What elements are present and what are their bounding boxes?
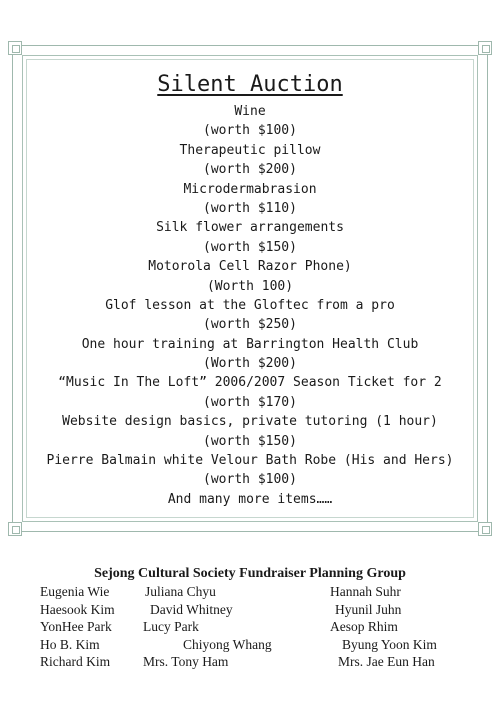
silent-auction-section [30, 70, 470, 509]
auction-line: Motorola Cell Razor Phone) [148, 259, 352, 275]
committee-member-name: Juliana Chyu [145, 584, 216, 599]
auction-line: (worth $250) [203, 317, 297, 333]
committee-member-name: Hannah Suhr [330, 584, 401, 599]
auction-line: Wine [234, 104, 266, 119]
committee-member-name: Chiyong Whang [183, 636, 272, 652]
corner-ornament-top-left [8, 41, 22, 55]
auction-line: (worth $170) [203, 394, 297, 410]
corner-ornament-top-right [478, 41, 492, 55]
auction-line: (worth $100) [203, 123, 297, 139]
auction-line: “Music In The Loft” 2006/2007 Season Ticket for 2 [58, 375, 442, 391]
auction-line: Silk flower arrangements [156, 220, 344, 236]
auction-title: Silent Auction [157, 72, 343, 97]
auction-line: One hour training at Barrington Health Club [81, 336, 419, 352]
committee-member-name: Ho B. Kim [40, 636, 100, 652]
auction-line: Pierre Balmain white Velour Bath Robe (His and Hers) [46, 453, 454, 469]
auction-line: And many more items…… [167, 491, 333, 507]
committee-member-name: YonHee Park [40, 619, 112, 634]
auction-line: (Worth 100) [206, 278, 294, 294]
auction-line: Therapeutic pillow [179, 142, 321, 158]
auction-line: (worth $100) [203, 472, 297, 488]
auction-line: (worth $200) [203, 162, 297, 178]
auction-line: (Worth $200) [203, 356, 297, 372]
committee-member-name: Eugenia Wie [40, 584, 110, 599]
committee-member-name: David Whitney [150, 601, 233, 617]
committee-member-name: Mrs. Jae Eun Han [338, 654, 435, 669]
committee-member-name: Aesop Rhim [330, 619, 398, 634]
committee-member-name: Mrs. Tony Ham [143, 654, 229, 669]
committee-title: Sejong Cultural Society Fundraiser Planning Group [94, 566, 406, 581]
corner-ornament-bottom-left [8, 522, 22, 536]
committee-member-name: Haesook Kim [40, 601, 115, 617]
committee-member-name: Hyunil Juhn [335, 601, 402, 617]
corner-ornament-bottom-right [478, 522, 492, 536]
auction-line: Glof lesson at the Gloftec from a pro [105, 297, 395, 313]
committee-member-name: Lucy Park [143, 619, 199, 634]
auction-line: (worth $150) [203, 239, 297, 255]
committee-member-name: Byung Yoon Kim [342, 636, 437, 652]
auction-item-list [30, 102, 470, 509]
committee-member-name: Richard Kim [40, 654, 111, 669]
auction-line: (worth $110) [203, 200, 297, 216]
auction-line: (worth $150) [203, 433, 297, 449]
auction-line: Microdermabrasion [183, 181, 317, 197]
auction-line: Website design basics, private tutoring (1 hour) [62, 414, 438, 430]
committee-names [0, 584, 500, 674]
